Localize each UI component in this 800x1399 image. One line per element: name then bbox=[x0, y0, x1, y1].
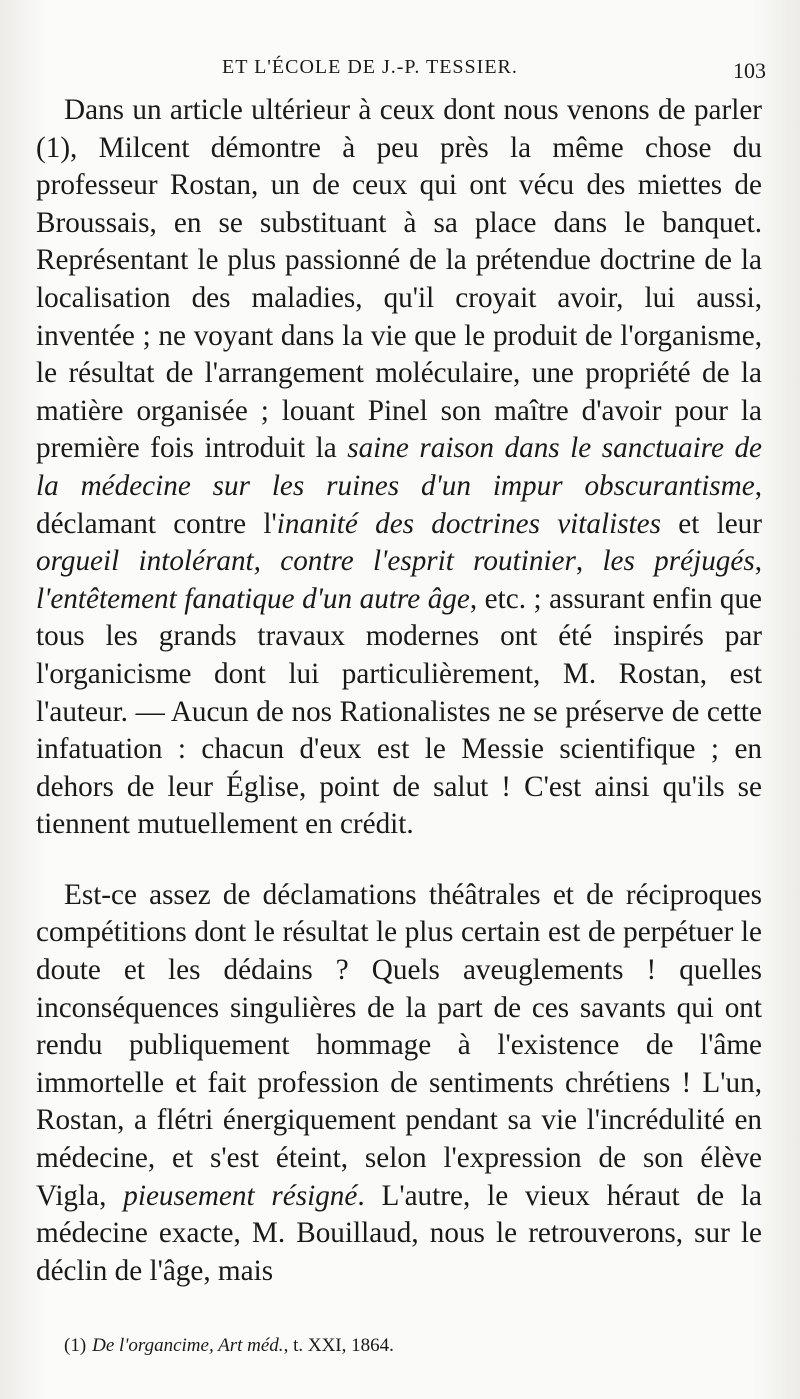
italic-quote: saine raison dans le sanctuaire de la médecine sur les ruines d'un impur obscurantisme bbox=[36, 432, 762, 502]
text-run: Dans un article ultérieur à ceux dont nous venons de parler (1), Milcent démontre à peu près la même chose du professeur Rostan, un de ceux qui ont vécu des miettes de Broussais, en se substituant à sa place dans le banquet. Représentant le plus passionné de la prétendue doctrine de la localisation des maladies, qu'il croyait avoir, lui aussi, inventée ; ne voyant dans la vie que le produit de l'organisme, le résultat de l'arrangement moléculaire, une propriété de la matière organisée ; louant Pinel son maître d'avoir pour la première fois introduit la bbox=[36, 94, 762, 465]
text-run: , bbox=[754, 545, 762, 578]
page-number: 103 bbox=[733, 58, 766, 83]
italic-quote: l'entêtement fanatique d'un autre âge bbox=[36, 582, 470, 615]
text-run: , etc. ; assurant enfin que tous les grands travaux modernes ont été inspirés par l'organicisme dont lui particulièrement, M. Rostan, est l'auteur. — Aucun de nos Rationalistes ne se préserve de cette infatuation : chacun d'eux est le Messie scientifique ; en dehors de leur Église, point de salut ! C'est ainsi qu'ils se tiennent mutuellement en crédit. bbox=[36, 582, 762, 841]
text-run: , déclamant contre l' bbox=[36, 469, 762, 540]
footnote-number: (1) bbox=[64, 1335, 87, 1356]
paragraph bbox=[36, 92, 762, 844]
body-text bbox=[36, 92, 762, 1290]
text-run: Est-ce assez de déclamations théâtrales et de réciproques compétitions dont le résultat le plus certain est de perpétuer le doute et les dédains ? Quels aveuglements ! quelles inconséquences singulières de la part de ces savants qui ont rendu publiquement hommage à l'existence de l'âme immortelle et fait profession de sentiments chrétiens ! L'un, Rostan, a flétri énergiquement pendant sa vie l'incrédulité en médecine, et s'est éteint, selon l'expression de son élève Vigla, bbox=[36, 878, 762, 1212]
text-run: et leur bbox=[660, 507, 762, 540]
italic-quote: orgueil intolérant, contre l'esprit routinier bbox=[36, 545, 576, 578]
paragraph bbox=[36, 877, 762, 1291]
italic-quote: les préjugés bbox=[602, 545, 755, 578]
footnote-reference: , t. XXI, 1864. bbox=[283, 1335, 394, 1356]
footnote bbox=[64, 1335, 394, 1357]
text-run: . L'autre, le vieux héraut de la médecine exacte, M. Bouillaud, nous le retrouverons, sur le déclin de l'âge, mais bbox=[36, 1179, 763, 1287]
running-head bbox=[0, 56, 800, 86]
footnote-citation: De l'organcime, Art méd. bbox=[92, 1335, 284, 1356]
running-title: ET L'ÉCOLE DE J.-P. TESSIER. bbox=[222, 56, 518, 78]
italic-quote: pieusement résigné bbox=[123, 1179, 358, 1212]
text-run: , bbox=[575, 545, 603, 578]
italic-quote: inanité des doctrines vitalistes bbox=[276, 507, 661, 540]
